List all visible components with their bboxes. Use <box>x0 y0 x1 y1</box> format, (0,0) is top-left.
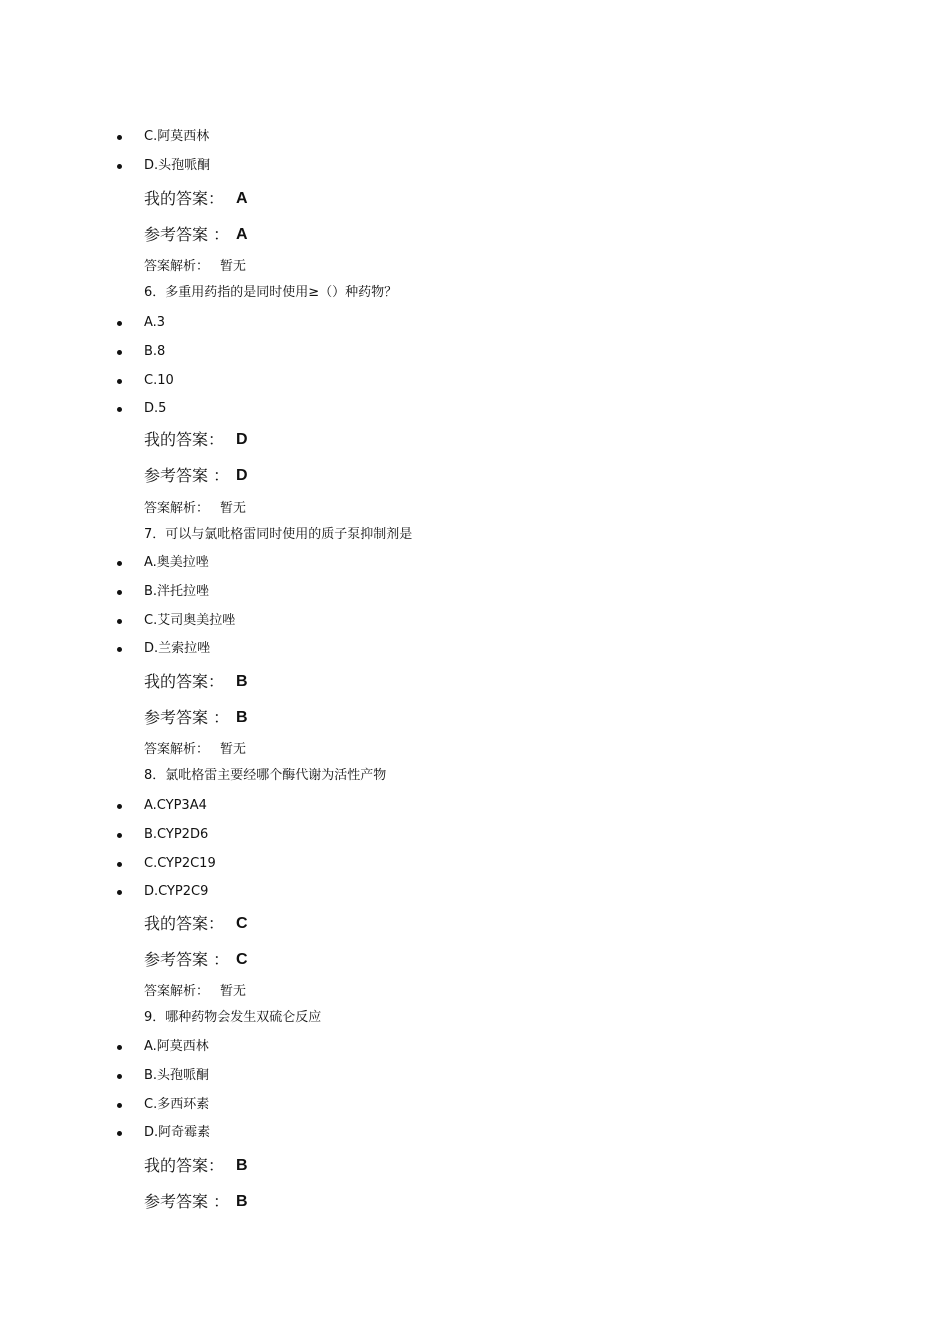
option-text: D.5 <box>144 401 167 416</box>
bullet-icon <box>117 862 122 867</box>
explanation-label: 答案解析： <box>144 984 210 999</box>
ref-answer-label: 参考答案 ： <box>144 1192 230 1211</box>
bullet-icon <box>117 833 122 838</box>
question-text: 9．哪种药物会发生双硫仑反应 <box>144 1010 322 1025</box>
option-text: B.8 <box>144 344 166 359</box>
my-answer-label: 我的答案： <box>144 430 225 449</box>
bullet-icon <box>117 1131 122 1136</box>
my-answer-label: 我的答案： <box>144 914 225 933</box>
explanation-value: 暂无 <box>220 501 247 516</box>
my-answer-value: D <box>236 431 248 448</box>
option-text: C.10 <box>144 373 174 388</box>
option-text: A.阿莫西林 <box>144 1039 209 1054</box>
explanation-label: 答案解析： <box>144 742 210 757</box>
question-text: 6．多重用药指的是同时使用≥（）种药物？ <box>144 285 398 300</box>
explanation-label: 答案解析： <box>144 501 210 516</box>
bullet-icon <box>117 647 122 652</box>
bullet-icon <box>117 1074 122 1079</box>
explanation-label: 答案解析： <box>144 259 210 274</box>
option-text: D.CYP2C9 <box>144 884 209 899</box>
option-text: C.艾司奥美拉唑 <box>144 613 236 628</box>
ref-answer-label: 参考答案 ： <box>144 466 230 485</box>
ref-answer-label: 参考答案 ： <box>144 225 230 244</box>
bullet-icon <box>117 350 122 355</box>
explanation-value: 暂无 <box>220 984 247 999</box>
bullet-icon <box>117 407 122 412</box>
my-answer-value: B <box>236 1157 248 1174</box>
ref-answer-value: C <box>236 951 248 968</box>
bullet-icon <box>117 135 122 140</box>
ref-answer-label: 参考答案 ： <box>144 708 230 727</box>
option-text: A.CYP3A4 <box>144 798 207 813</box>
my-answer-value: C <box>236 915 248 932</box>
ref-answer-label: 参考答案 ： <box>144 950 230 969</box>
question-text: 7．可以与氯吡格雷同时使用的质子泵抑制剂是 <box>144 527 413 542</box>
bullet-icon <box>117 321 122 326</box>
bullet-icon <box>117 619 122 624</box>
option-text: B.CYP2D6 <box>144 827 209 842</box>
option-text: B.头孢哌酮 <box>144 1068 210 1083</box>
bullet-icon <box>117 804 122 809</box>
bullet-icon <box>117 164 122 169</box>
my-answer-value: A <box>236 190 248 207</box>
my-answer-label: 我的答案： <box>144 672 225 691</box>
option-text: A.3 <box>144 315 166 330</box>
explanation-value: 暂无 <box>220 259 247 274</box>
option-text: B.泮托拉唑 <box>144 584 210 599</box>
option-text: A.奥美拉唑 <box>144 555 209 570</box>
explanation-value: 暂无 <box>220 742 247 757</box>
ref-answer-value: B <box>236 1193 248 1210</box>
bullet-icon <box>117 561 122 566</box>
ref-answer-value: D <box>236 467 248 484</box>
my-answer-label: 我的答案： <box>144 189 225 208</box>
option-text: D.阿奇霉素 <box>144 1125 211 1140</box>
bullet-icon <box>117 590 122 595</box>
bullet-icon <box>117 379 122 384</box>
bullet-icon <box>117 890 122 895</box>
ref-answer-value: B <box>236 709 248 726</box>
option-text: D.头孢哌酮 <box>144 158 211 173</box>
option-text: D.兰索拉唑 <box>144 641 211 656</box>
my-answer-label: 我的答案： <box>144 1156 225 1175</box>
ref-answer-value: A <box>236 226 248 243</box>
option-text: C.阿莫西林 <box>144 129 210 144</box>
bullet-icon <box>117 1103 122 1108</box>
question-text: 8．氯吡格雷主要经哪个酶代谢为活性产物 <box>144 768 387 783</box>
option-text: C.多西环素 <box>144 1097 210 1112</box>
option-text: C.CYP2C19 <box>144 856 216 871</box>
my-answer-value: B <box>236 673 248 690</box>
bullet-icon <box>117 1045 122 1050</box>
